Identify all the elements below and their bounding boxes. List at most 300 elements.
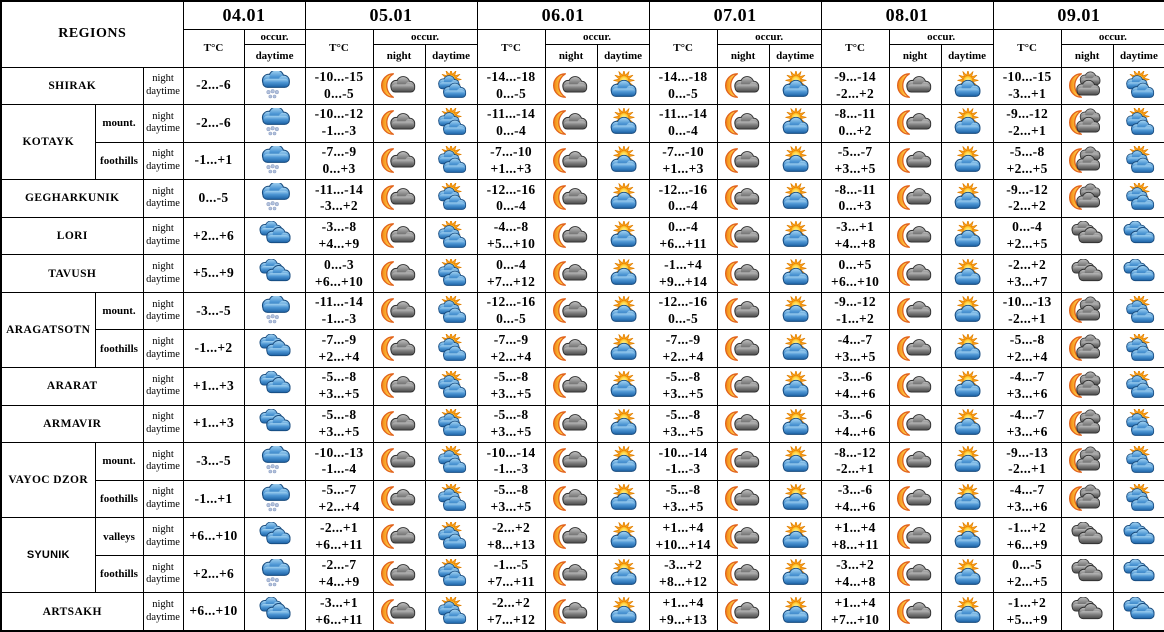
night-daytime-label xyxy=(143,330,183,368)
daytime-temp: +3...+6 xyxy=(1006,498,1048,514)
daytime-temp: +4...+9 xyxy=(318,574,360,590)
sun-cloud-icon xyxy=(941,67,993,105)
night-temp: -1...+4 xyxy=(664,256,703,272)
temp-range xyxy=(649,405,717,443)
daytime-temp: -1...-3 xyxy=(321,123,357,139)
night-header: night xyxy=(373,44,425,67)
subregion-label: mount. xyxy=(95,443,143,481)
daytime-header: daytime xyxy=(425,44,477,67)
night-header: night xyxy=(717,44,769,67)
night-temp: -3...+1 xyxy=(320,594,358,610)
daytime-label: daytime xyxy=(146,423,180,435)
moon-cloud-icon xyxy=(717,368,769,406)
temp-range xyxy=(305,555,373,593)
moon-cloud-icon xyxy=(373,480,425,518)
date-header-0701: 07.01 xyxy=(649,1,821,29)
night-temp: -5...-8 xyxy=(665,369,701,385)
temp-range xyxy=(993,480,1061,518)
daytime-temp: +7...+10 xyxy=(831,611,880,627)
daytime-temp: +9...+14 xyxy=(658,273,708,289)
forecast-row xyxy=(1,330,1164,368)
night-daytime-label xyxy=(143,180,183,218)
sun-cloud-icon xyxy=(597,105,649,143)
night-temp: -14...-18 xyxy=(658,68,708,84)
daytime-temp: 0...-4 xyxy=(496,123,526,139)
table-body xyxy=(1,67,1164,631)
moon-2clouds-icon xyxy=(1061,480,1113,518)
night-label: night xyxy=(152,298,174,310)
daytime-temp: 0...+2 xyxy=(838,123,872,139)
night-label: night xyxy=(152,261,174,272)
forecast-row xyxy=(1,443,1164,481)
daytime-temp: -1...-3 xyxy=(665,461,701,477)
occur-header: occur. xyxy=(244,29,305,44)
daytime-temp: +8...+13 xyxy=(486,536,536,552)
clouds-blue-icon xyxy=(244,217,305,255)
night-temp: -3...+2 xyxy=(836,557,875,573)
night-temp: -11...-14 xyxy=(314,181,364,197)
night-temp: -3...-8 xyxy=(321,219,357,235)
night-daytime-label xyxy=(143,593,183,631)
sun-2clouds-icon xyxy=(425,292,477,330)
daytime-label: daytime xyxy=(146,85,180,97)
temp-daytime-range: -3...-5 xyxy=(183,292,244,330)
temp-range xyxy=(477,105,545,143)
daytime-temp: +2...+4 xyxy=(318,498,360,514)
temp-daytime-range: +1...+3 xyxy=(183,405,244,443)
daytime-temp: +2...+4 xyxy=(318,348,360,364)
temp-daytime-range: +6...+10 xyxy=(183,593,244,631)
night-temp: -7...-9 xyxy=(321,144,357,160)
daytime-temp: +4...+9 xyxy=(318,236,360,252)
daytime-temp: 0...-5 xyxy=(668,85,699,101)
moon-cloud-icon xyxy=(717,593,769,631)
moon-cloud-icon xyxy=(717,292,769,330)
sun-cloud-icon xyxy=(941,518,993,556)
daytime-temp: 0...+3 xyxy=(838,198,872,214)
temp-range xyxy=(993,593,1061,631)
temp-range xyxy=(305,142,373,180)
occur-header: occur. xyxy=(373,29,477,44)
night-temp: -4...-8 xyxy=(493,219,529,235)
daytime-temp: +4...+6 xyxy=(834,423,876,439)
temp-range xyxy=(821,105,889,143)
region-label: ARMAVIR xyxy=(1,405,143,443)
night-label: night xyxy=(152,110,174,122)
sun-2clouds-icon xyxy=(1113,105,1164,143)
moon-cloud-icon xyxy=(545,217,597,255)
temp-range xyxy=(993,292,1061,330)
temp-header: T°C xyxy=(649,29,717,67)
night-temp: -2...+2 xyxy=(492,519,530,535)
temp-range xyxy=(477,518,545,556)
daytime-temp: +4...+8 xyxy=(834,236,876,252)
night-temp: -5...-8 xyxy=(1009,331,1045,347)
daytime-temp: 0...-5 xyxy=(668,311,699,327)
forecast-row xyxy=(1,67,1164,105)
night-temp: +1...+4 xyxy=(834,519,876,535)
moon-cloud-icon xyxy=(889,443,941,481)
moon-cloud-icon xyxy=(373,368,425,406)
daytime-temp: -1...+2 xyxy=(836,311,875,327)
temp-header: T°C xyxy=(993,29,1061,67)
sun-2clouds-icon xyxy=(425,480,477,518)
sun-2clouds-icon xyxy=(1113,67,1164,105)
moon-cloud-icon xyxy=(545,593,597,631)
daytime-temp: -1...-4 xyxy=(321,461,357,477)
moon-cloud-icon xyxy=(889,480,941,518)
night-label: night xyxy=(152,223,174,235)
region-label: ARTSAKH xyxy=(1,593,143,631)
daytime-label: daytime xyxy=(146,461,180,473)
sun-cloud-icon xyxy=(941,480,993,518)
temp-header: T°C xyxy=(183,29,244,67)
sun-2clouds-icon xyxy=(1113,330,1164,368)
night-temp: -2...+2 xyxy=(1008,256,1047,272)
snow-icon xyxy=(244,142,305,180)
night-temp: 0...-5 xyxy=(1012,557,1043,573)
daytime-temp: +3...+5 xyxy=(662,386,704,402)
temp-range xyxy=(305,105,373,143)
subregion-label: valleys xyxy=(95,518,143,556)
daytime-header: daytime xyxy=(244,44,305,67)
night-header: night xyxy=(1061,44,1113,67)
sun-2clouds-icon xyxy=(425,67,477,105)
sun-cloud-icon xyxy=(769,555,821,593)
moon-cloud-icon xyxy=(545,405,597,443)
temp-daytime-range: 0...-5 xyxy=(183,180,244,218)
moon-cloud-icon xyxy=(717,180,769,218)
daytime-temp: +2...+4 xyxy=(490,348,532,364)
sun-cloud-icon xyxy=(597,330,649,368)
night-temp: -4...-7 xyxy=(837,331,873,347)
night-temp: 0...-3 xyxy=(324,256,354,272)
night-temp: -5...-7 xyxy=(837,144,873,160)
subregion-label: mount. xyxy=(95,292,143,330)
night-temp: -5...-8 xyxy=(321,369,357,385)
daytime-temp: +7...+11 xyxy=(487,574,535,590)
moon-2clouds-icon xyxy=(1061,105,1113,143)
night-temp: -10...-13 xyxy=(314,444,364,460)
daytime-temp: 0...-5 xyxy=(496,311,526,327)
daytime-temp: -3...+2 xyxy=(320,198,358,214)
moon-2clouds-icon xyxy=(1061,330,1113,368)
forecast-row xyxy=(1,518,1164,556)
daytime-temp: +2...+5 xyxy=(1006,574,1048,590)
sun-2clouds-icon xyxy=(1113,142,1164,180)
moon-cloud-icon xyxy=(373,217,425,255)
date-header-0401: 04.01 xyxy=(183,1,305,29)
daytime-temp: +10...+14 xyxy=(655,536,711,552)
sun-cloud-icon xyxy=(597,443,649,481)
night-temp: -12...-16 xyxy=(486,294,536,310)
sun-cloud-icon xyxy=(941,368,993,406)
night-temp: -1...+2 xyxy=(1008,594,1047,610)
moon-cloud-icon xyxy=(889,593,941,631)
night-temp: -7...-9 xyxy=(493,331,529,347)
date-header-0501: 05.01 xyxy=(305,1,477,29)
temp-range xyxy=(821,142,889,180)
temp-range xyxy=(649,292,717,330)
night-temp: -12...-16 xyxy=(486,181,536,197)
sun-2clouds-icon xyxy=(425,217,477,255)
night-temp: -9...-12 xyxy=(1006,181,1049,197)
sun-2clouds-icon xyxy=(1113,480,1164,518)
moon-cloud-icon xyxy=(545,480,597,518)
daytime-header: daytime xyxy=(1113,44,1164,67)
sun-cloud-icon xyxy=(769,292,821,330)
forecast-row xyxy=(1,180,1164,218)
moon-cloud-icon xyxy=(545,180,597,218)
night-temp: -3...+2 xyxy=(664,557,703,573)
daytime-temp: +7...+12 xyxy=(486,611,536,627)
sun-cloud-icon xyxy=(769,67,821,105)
moon-cloud-icon xyxy=(889,292,941,330)
sun-cloud-icon xyxy=(769,443,821,481)
moon-2clouds-icon xyxy=(1061,405,1113,443)
temp-range xyxy=(649,555,717,593)
sun-2clouds-icon xyxy=(425,443,477,481)
temp-range xyxy=(305,217,373,255)
night-temp: -11...-14 xyxy=(487,106,536,122)
moon-2clouds-icon xyxy=(1061,443,1113,481)
night-daytime-label xyxy=(143,217,183,255)
table-header xyxy=(1,1,1164,67)
daytime-temp: +3...+5 xyxy=(834,160,876,176)
night-label: night xyxy=(152,73,174,85)
temp-range xyxy=(821,518,889,556)
daytime-temp: +3...+5 xyxy=(490,423,532,439)
daytime-temp: +3...+6 xyxy=(1006,386,1048,402)
night-label: night xyxy=(152,185,174,197)
daytime-temp: 0...+3 xyxy=(322,160,356,176)
temp-range xyxy=(821,292,889,330)
date-header-0901: 09.01 xyxy=(993,1,1164,29)
daytime-temp: +6...+11 xyxy=(315,536,363,552)
night-temp: -12...-16 xyxy=(658,294,708,310)
night-temp: +1...+4 xyxy=(662,594,704,610)
sun-cloud-icon xyxy=(769,368,821,406)
night-daytime-label xyxy=(143,142,183,180)
sun-2clouds-icon xyxy=(425,593,477,631)
daytime-temp: +5...+9 xyxy=(1006,611,1048,627)
sun-2clouds-icon xyxy=(1113,292,1164,330)
sun-cloud-icon xyxy=(769,480,821,518)
temp-range xyxy=(477,368,545,406)
region-label: ARAGATSOTN xyxy=(1,292,95,367)
moon-cloud-icon xyxy=(717,518,769,556)
daytime-label: daytime xyxy=(146,236,180,248)
temp-daytime-range: +2...+6 xyxy=(183,217,244,255)
temp-range xyxy=(821,368,889,406)
daytime-temp: +4...+6 xyxy=(834,386,876,402)
sun-2clouds-icon xyxy=(425,105,477,143)
temp-range xyxy=(649,217,717,255)
temp-range xyxy=(821,67,889,105)
moon-cloud-icon xyxy=(545,555,597,593)
region-label: KOTAYK xyxy=(1,105,95,180)
temp-daytime-range: -2...-6 xyxy=(183,105,244,143)
clouds-dark-icon xyxy=(1061,555,1113,593)
sun-cloud-icon xyxy=(941,217,993,255)
night-temp: -2...-7 xyxy=(321,557,357,573)
moon-cloud-icon xyxy=(889,255,941,293)
daytime-temp: -1...-3 xyxy=(493,461,529,477)
daytime-temp: +4...+6 xyxy=(834,498,876,514)
moon-cloud-icon xyxy=(373,180,425,218)
temp-range xyxy=(305,255,373,293)
night-daytime-label xyxy=(143,518,183,556)
forecast-row xyxy=(1,480,1164,518)
temp-header: T°C xyxy=(305,29,373,67)
temp-range xyxy=(821,593,889,631)
subregion-label: foothills xyxy=(95,555,143,593)
night-temp: -7...-9 xyxy=(665,331,701,347)
forecast-row xyxy=(1,555,1164,593)
daytime-label: daytime xyxy=(146,160,180,172)
night-daytime-label xyxy=(143,67,183,105)
sun-cloud-icon xyxy=(597,180,649,218)
sun-cloud-icon xyxy=(769,142,821,180)
sun-cloud-icon xyxy=(597,593,649,631)
night-temp: -5...-8 xyxy=(1009,144,1045,160)
temp-range xyxy=(649,255,717,293)
moon-cloud-icon xyxy=(545,330,597,368)
daytime-temp: +3...+6 xyxy=(1006,423,1048,439)
clouds-dark-icon xyxy=(1061,518,1113,556)
moon-cloud-icon xyxy=(717,105,769,143)
moon-cloud-icon xyxy=(889,217,941,255)
night-temp: -3...-6 xyxy=(837,369,873,385)
sun-cloud-icon xyxy=(941,292,993,330)
moon-cloud-icon xyxy=(889,368,941,406)
night-label: night xyxy=(152,148,174,160)
sun-cloud-icon xyxy=(769,518,821,556)
temp-range xyxy=(477,292,545,330)
temp-range xyxy=(993,105,1061,143)
sun-cloud-icon xyxy=(597,292,649,330)
clouds-dark-icon xyxy=(1061,593,1113,631)
sun-cloud-icon xyxy=(597,67,649,105)
sun-2clouds-icon xyxy=(425,255,477,293)
daytime-temp: 0...-4 xyxy=(496,198,526,214)
sun-cloud-icon xyxy=(597,405,649,443)
daytime-temp: +1...+3 xyxy=(490,160,532,176)
snow-icon xyxy=(244,180,305,218)
forecast-row xyxy=(1,292,1164,330)
clouds-blue-icon xyxy=(244,593,305,631)
forecast-row xyxy=(1,105,1164,143)
sun-cloud-icon xyxy=(769,105,821,143)
night-temp: +1...+4 xyxy=(662,519,704,535)
moon-cloud-icon xyxy=(545,105,597,143)
moon-2clouds-icon xyxy=(1061,67,1113,105)
temp-daytime-range: +6...+10 xyxy=(183,518,244,556)
daytime-temp: +3...+5 xyxy=(662,498,704,514)
night-temp: -5...-8 xyxy=(321,406,357,422)
moon-cloud-icon xyxy=(889,67,941,105)
sun-cloud-icon xyxy=(941,142,993,180)
temp-range xyxy=(305,443,373,481)
daytime-temp: -3...+1 xyxy=(1008,85,1047,101)
daytime-label: daytime xyxy=(146,574,180,586)
temp-daytime-range: -1...+1 xyxy=(183,142,244,180)
daytime-temp: +4...+8 xyxy=(834,574,876,590)
temp-range xyxy=(993,518,1061,556)
temp-range xyxy=(993,555,1061,593)
occur-header: occur. xyxy=(545,29,649,44)
snow-icon xyxy=(244,555,305,593)
moon-cloud-icon xyxy=(717,443,769,481)
night-temp: -8...-12 xyxy=(834,444,876,460)
night-temp: 0...-4 xyxy=(1012,219,1043,235)
moon-cloud-icon xyxy=(545,292,597,330)
sun-cloud-icon xyxy=(941,593,993,631)
night-label: night xyxy=(152,373,174,385)
subregion-label: foothills xyxy=(95,142,143,180)
daytime-temp: -2...+1 xyxy=(1008,311,1047,327)
daytime-temp: 0...-4 xyxy=(668,123,699,139)
temp-range xyxy=(305,180,373,218)
region-label: LORI xyxy=(1,217,143,255)
night-temp: -5...-8 xyxy=(493,369,529,385)
clouds-dark-icon xyxy=(1061,255,1113,293)
moon-cloud-icon xyxy=(373,105,425,143)
moon-cloud-icon xyxy=(889,555,941,593)
moon-cloud-icon xyxy=(717,255,769,293)
daytime-header: daytime xyxy=(769,44,821,67)
forecast-row xyxy=(1,405,1164,443)
night-temp: -5...-8 xyxy=(665,406,701,422)
moon-cloud-icon xyxy=(373,405,425,443)
night-temp: -3...+1 xyxy=(836,219,875,235)
night-temp: -9...-12 xyxy=(1006,106,1049,122)
daytime-temp: +3...+5 xyxy=(662,423,704,439)
sun-2clouds-icon xyxy=(1113,443,1164,481)
clouds-blue-icon xyxy=(244,255,305,293)
sun-cloud-icon xyxy=(597,217,649,255)
daytime-label: daytime xyxy=(146,123,180,135)
clouds-blue-icon xyxy=(1113,555,1164,593)
temp-range xyxy=(649,180,717,218)
sun-2clouds-icon xyxy=(1113,368,1164,406)
temp-header: T°C xyxy=(821,29,889,67)
night-daytime-label xyxy=(143,255,183,293)
daytime-temp: +8...+12 xyxy=(658,574,708,590)
night-temp: -7...-10 xyxy=(662,144,704,160)
temp-range xyxy=(993,180,1061,218)
forecast-row xyxy=(1,217,1164,255)
daytime-temp: 0...-5 xyxy=(496,85,526,101)
temp-range xyxy=(821,443,889,481)
moon-cloud-icon xyxy=(545,443,597,481)
night-temp: -5...-8 xyxy=(665,482,701,498)
temp-range xyxy=(477,330,545,368)
night-temp: 0...+5 xyxy=(838,256,872,272)
night-daytime-label xyxy=(143,368,183,406)
night-label: night xyxy=(152,523,174,535)
sun-cloud-icon xyxy=(769,405,821,443)
temp-range xyxy=(305,292,373,330)
daytime-temp: +3...+5 xyxy=(490,498,532,514)
night-temp: 0...-4 xyxy=(668,219,699,235)
temp-range xyxy=(993,142,1061,180)
clouds-blue-icon xyxy=(1113,593,1164,631)
night-temp: -5...-8 xyxy=(493,482,529,498)
moon-cloud-icon xyxy=(545,255,597,293)
temp-range xyxy=(305,67,373,105)
night-temp: -3...-6 xyxy=(837,482,873,498)
